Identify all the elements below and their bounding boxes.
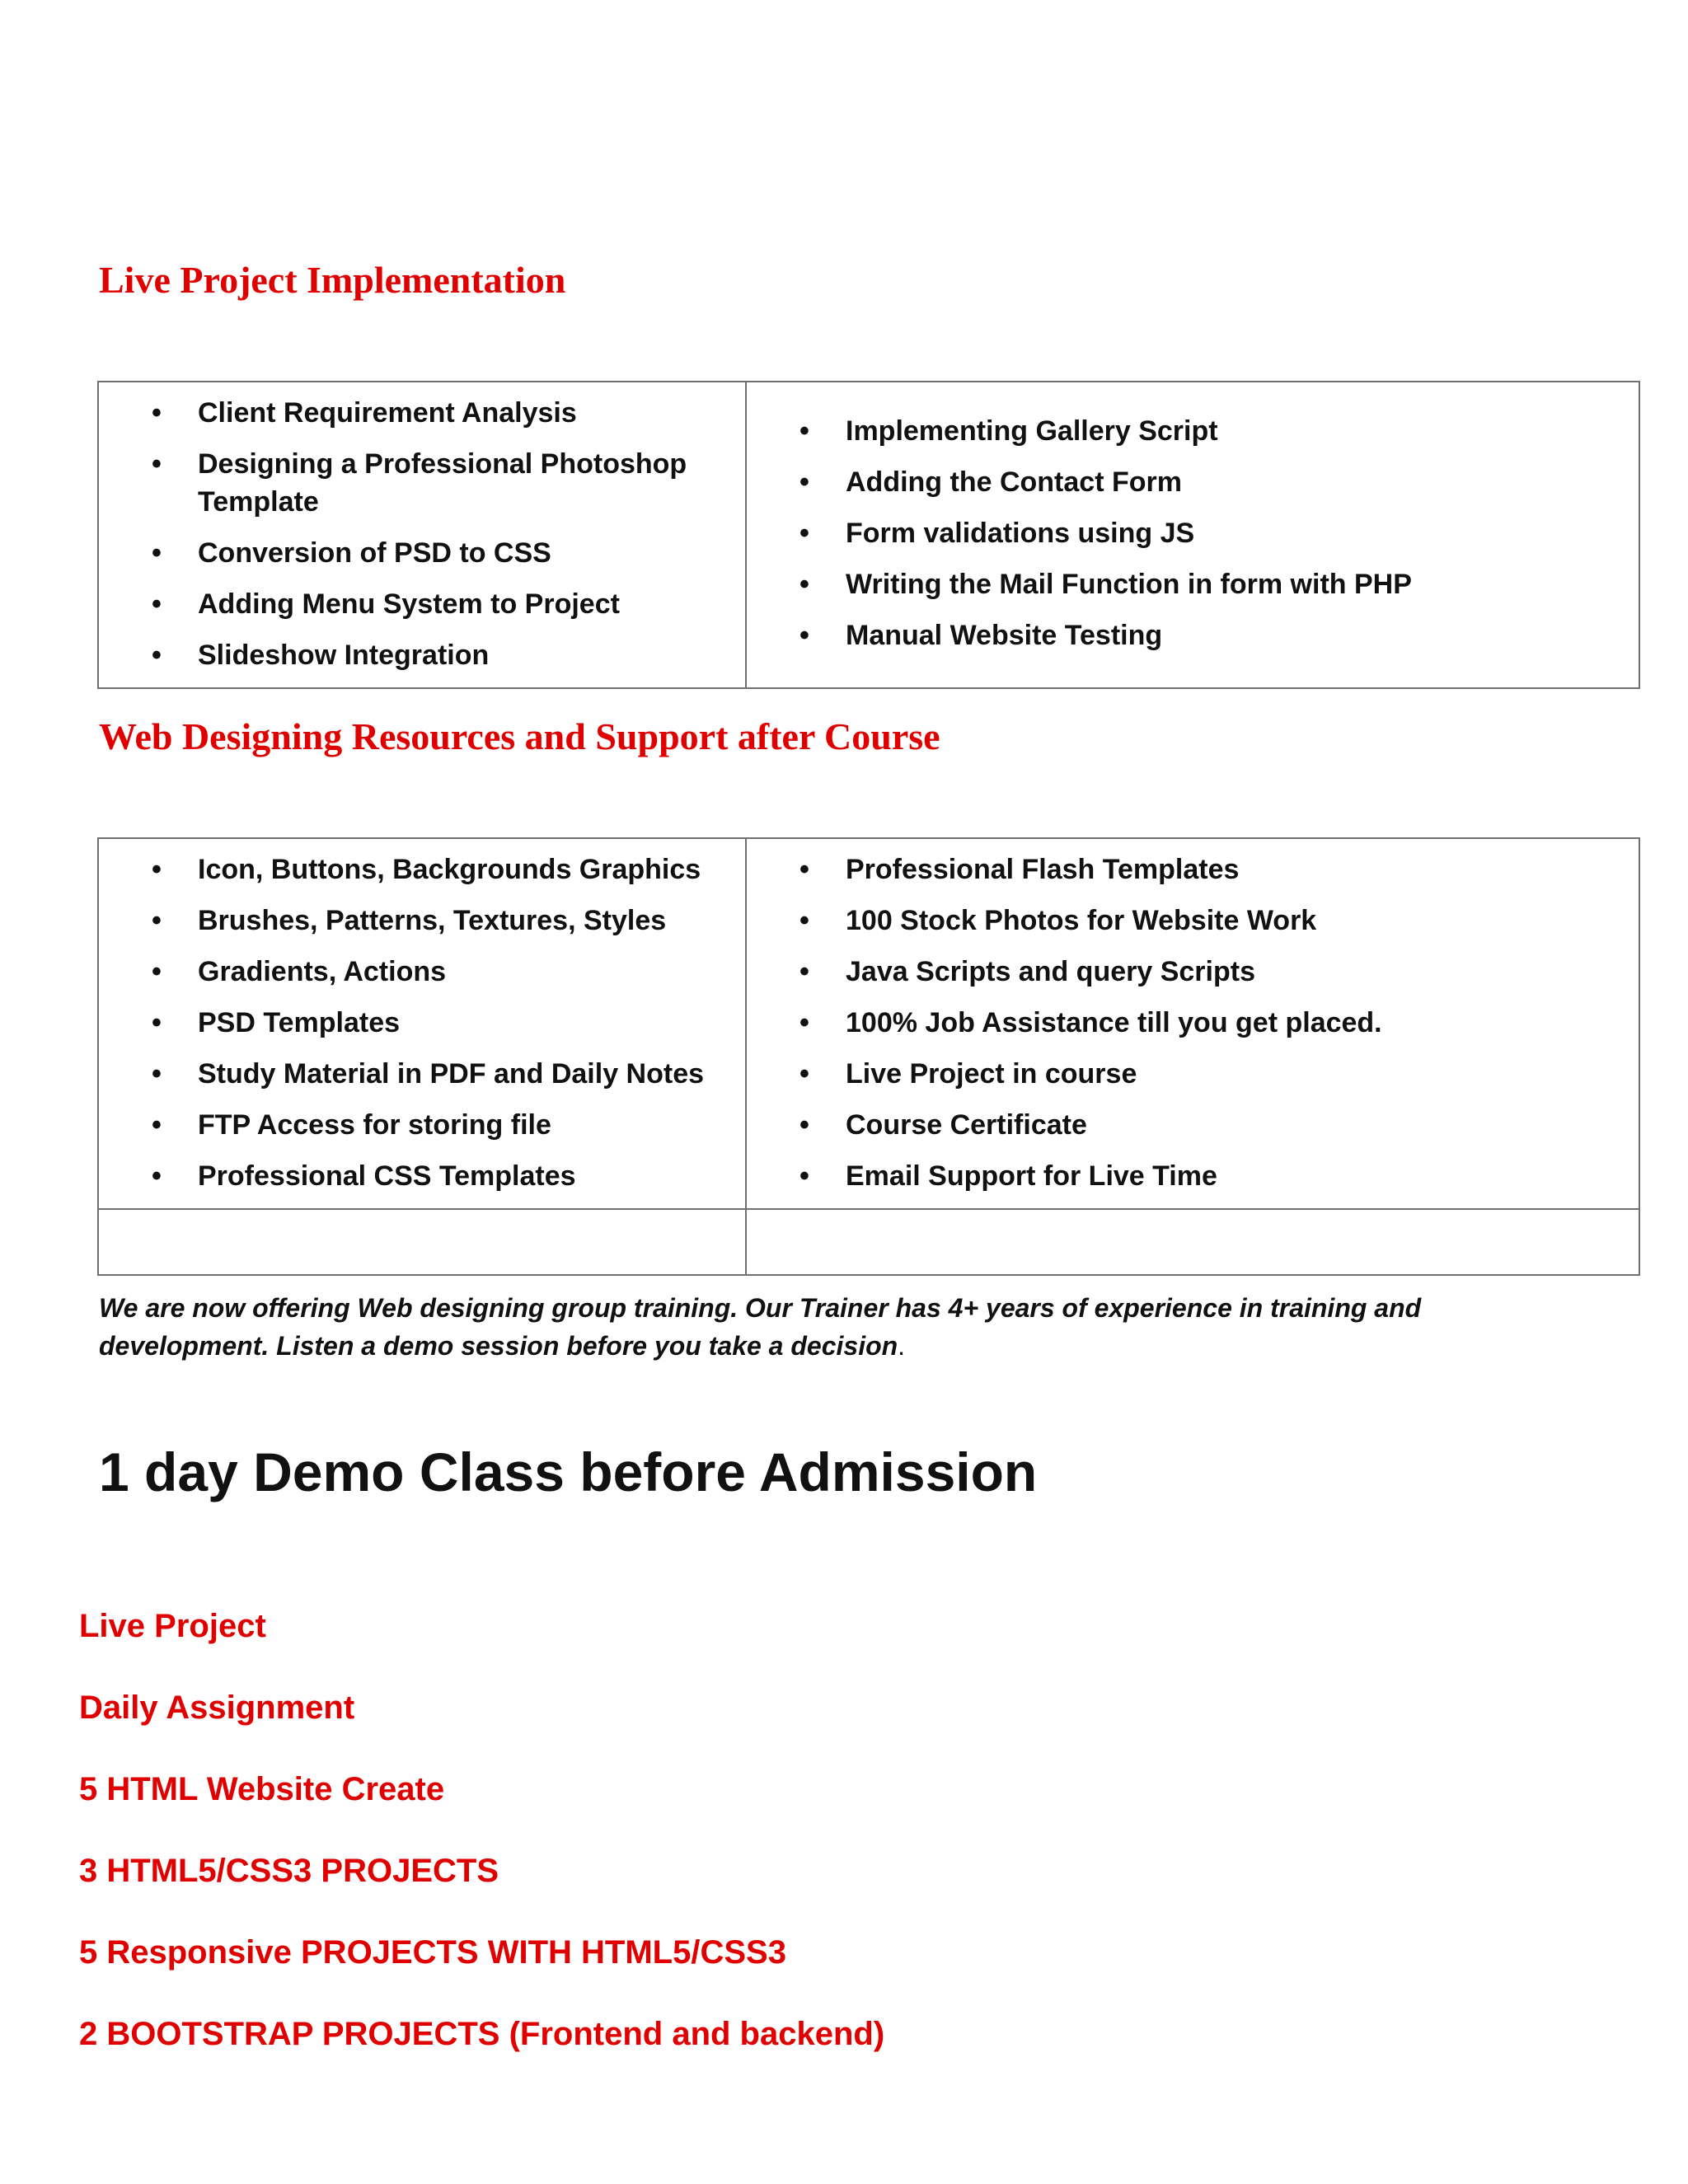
list-item: • Manual Website Testing (846, 616, 1639, 654)
list-item: • Conversion of PSD to CSS (198, 534, 745, 572)
training-note-text: We are now offering Web designing group training. Our Trainer has 4+ years of experience in training and development. Listen a demo session before you take a decision (99, 1293, 1422, 1361)
list-item: • Course Certificate (846, 1106, 1639, 1144)
list-item: • Brushes, Patterns, Textures, Styles (198, 902, 745, 940)
bullet-icon: • (799, 1007, 809, 1038)
list-item: • Java Scripts and query Scripts (846, 953, 1639, 991)
bullet-icon: • (799, 620, 809, 651)
section-title-live-project-implementation: Live Project Implementation (99, 259, 566, 301)
list-item: • Study Material in PDF and Daily Notes (198, 1055, 745, 1093)
list-item: • Gradients, Actions (198, 953, 745, 991)
resources-left-list (152, 851, 745, 1195)
section-title-resources-support: Web Designing Resources and Support after Course (99, 715, 940, 757)
list-item: • Email Support for Live Time (846, 1157, 1639, 1195)
training-note (99, 1289, 1533, 1365)
list-item: • 100% Job Assistance till you get placed. (846, 1004, 1639, 1042)
bullet-icon: • (799, 466, 809, 498)
list-item: • 100 Stock Photos for Website Work (846, 902, 1639, 940)
list-item: • Client Requirement Analysis (198, 394, 745, 432)
features-list (79, 1605, 884, 2095)
list-item: • Adding Menu System to Project (198, 585, 745, 623)
live-project-table (97, 381, 1640, 689)
feature-item: 2 BOOTSTRAP PROJECTS (Frontend and backend) (79, 2016, 885, 2052)
list-item: • Slideshow Integration (198, 636, 745, 674)
bullet-icon: • (152, 1160, 162, 1192)
list-item: • PSD Templates (198, 1004, 745, 1042)
live-project-left-list (152, 394, 745, 674)
bullet-icon: • (799, 1160, 809, 1192)
list-item: • Implementing Gallery Script (846, 412, 1639, 450)
bullet-icon: • (799, 1058, 809, 1090)
bullet-icon: • (152, 1109, 162, 1141)
bullet-icon: • (799, 854, 809, 885)
bullet-icon: • (152, 854, 162, 885)
resources-table (97, 837, 1640, 1276)
bullet-icon: • (152, 956, 162, 987)
bullet-icon: • (799, 569, 809, 600)
bullet-icon: • (152, 905, 162, 936)
bullet-icon: • (799, 1109, 809, 1141)
live-project-right-list (799, 412, 1639, 654)
list-item: • Icon, Buttons, Backgrounds Graphics (198, 851, 745, 888)
feature-item: Daily Assignment (79, 1690, 355, 1726)
list-item: • Writing the Mail Function in form with PHP (846, 565, 1639, 603)
live-project-left-cell (98, 382, 746, 688)
list-item: • Live Project in course (846, 1055, 1639, 1093)
bullet-icon: • (152, 588, 162, 620)
empty-cell (98, 1209, 746, 1275)
bullet-icon: • (152, 397, 162, 429)
resources-right-cell (746, 838, 1639, 1209)
live-project-right-cell (746, 382, 1639, 688)
list-item: • Adding the Contact Form (846, 463, 1639, 501)
list-item: • Professional Flash Templates (846, 851, 1639, 888)
bullet-icon: • (799, 415, 809, 447)
bullet-icon: • (799, 956, 809, 987)
list-item: • FTP Access for storing file (198, 1106, 745, 1144)
training-note-period: . (898, 1331, 906, 1361)
bullet-icon: • (152, 1058, 162, 1090)
empty-cell (746, 1209, 1639, 1275)
demo-class-title: 1 day Demo Class before Admission (99, 1441, 1038, 1502)
bullet-icon: • (799, 518, 809, 549)
bullet-icon: • (152, 1007, 162, 1038)
bullet-icon: • (799, 905, 809, 936)
bullet-icon: • (152, 537, 162, 569)
feature-item: Live Project (79, 1608, 266, 1644)
list-item: • Form validations using JS (846, 514, 1639, 552)
feature-item: 3 HTML5/CSS3 PROJECTS (79, 1853, 499, 1889)
list-item: • Designing a Professional Photoshop Template (198, 445, 692, 521)
feature-item: 5 HTML Website Create (79, 1771, 445, 1807)
bullet-icon: • (152, 448, 162, 480)
resources-right-list (799, 851, 1639, 1195)
bullet-icon: • (152, 640, 162, 671)
resources-left-cell (98, 838, 746, 1209)
feature-item: 5 Responsive PROJECTS WITH HTML5/CSS3 (79, 1934, 786, 1971)
list-item: • Professional CSS Templates (198, 1157, 745, 1195)
